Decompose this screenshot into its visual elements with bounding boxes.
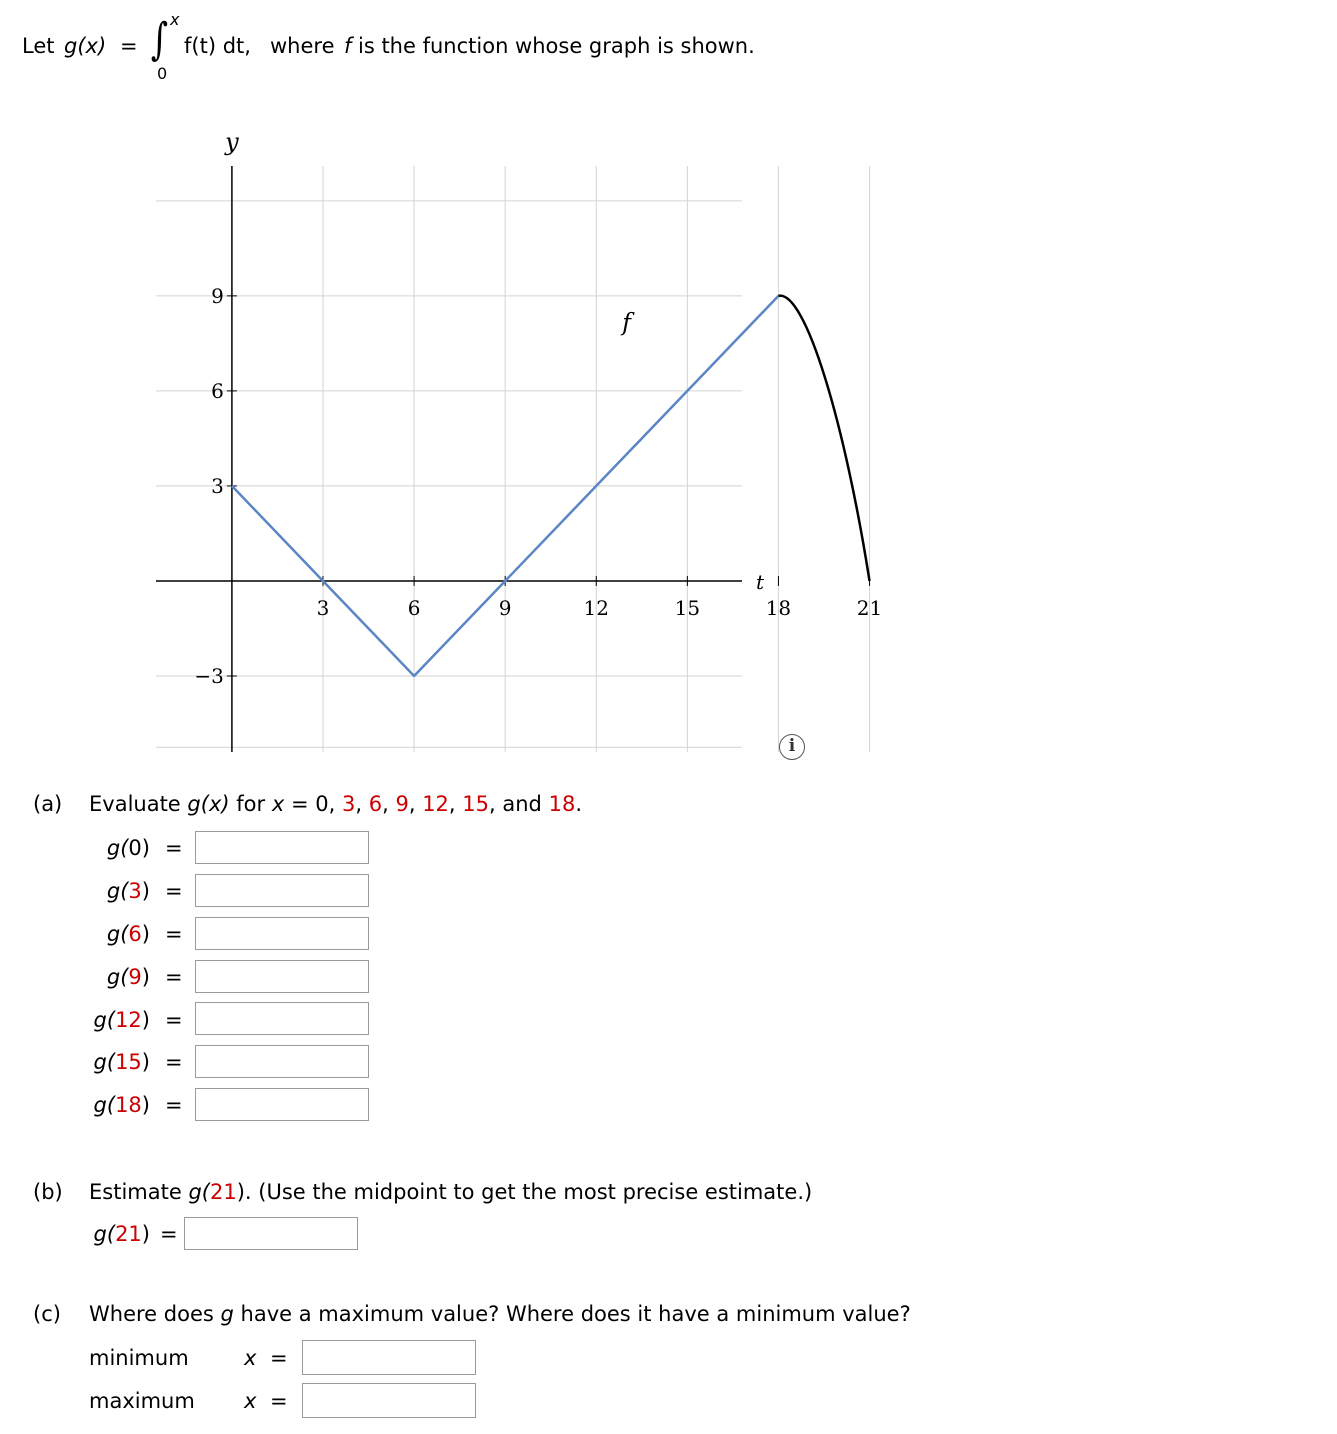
g18-input[interactable]	[195, 1088, 369, 1121]
prompt-value-15: 15	[462, 792, 490, 816]
intro-g-of-x: g(x)	[64, 34, 107, 58]
prompt-post: ).	[236, 1180, 252, 1204]
prompt-g: g	[220, 1302, 234, 1326]
part-c-prompt	[89, 1302, 911, 1326]
x-tick-label: 6	[407, 595, 421, 620]
prompt-arg: 21	[209, 1180, 237, 1204]
prompt-gx: g(x)	[187, 792, 230, 816]
prompt-where-does: Where does	[89, 1302, 214, 1326]
t-axis-label: t	[756, 569, 765, 594]
x-tick-label: 9	[498, 595, 512, 620]
prompt-evaluate: Evaluate	[89, 792, 181, 816]
info-icon[interactable]: i	[779, 734, 805, 760]
g9-eq: =	[165, 965, 183, 989]
lower-limit: 0	[157, 64, 168, 83]
prompt-max-min: have a maximum value? Where does it have a minimum value?	[240, 1302, 911, 1326]
x-tick-label: 21	[856, 595, 883, 620]
intro-rest: is the function whose graph is shown.	[358, 34, 755, 58]
minimum-eq: =	[270, 1346, 288, 1370]
prompt-estimate: Estimate	[89, 1180, 182, 1204]
g21-eq: =	[160, 1222, 178, 1246]
upper-limit: x	[170, 10, 180, 29]
prompt-hint: (Use the midpoint to get the most precise estimate.)	[258, 1180, 813, 1204]
part-a-prompt: Evaluate g(x) for x = 0, 3, 6, 9, 12, 15, and 18.	[89, 792, 582, 816]
g0-label: g(0)	[106, 836, 150, 860]
prompt-value-18: 18	[548, 792, 576, 816]
g3-eq: =	[165, 879, 183, 903]
maximum-input[interactable]	[302, 1383, 476, 1418]
intro-equals: =	[120, 34, 138, 58]
intro-let: Let	[22, 34, 55, 58]
g18-label: g(18)	[93, 1093, 150, 1117]
prompt-value-3: 3	[341, 792, 356, 816]
g12-label: g(12)	[93, 1008, 150, 1032]
minimum-x-label: x	[244, 1346, 257, 1370]
maximum-label: maximum	[89, 1389, 195, 1413]
g9-input[interactable]	[195, 960, 369, 993]
part-c-label: (c)	[33, 1302, 61, 1326]
intro-f: f	[344, 34, 352, 58]
prompt-value-0: 0	[315, 792, 329, 816]
prompt-value-9: 9	[395, 792, 409, 816]
y-axis-label: y	[225, 128, 239, 156]
prompt-for: for	[236, 792, 266, 816]
integral-sign-icon: ∫	[150, 14, 169, 65]
g0-eq: =	[165, 836, 183, 860]
g3-label: g(3)	[106, 879, 150, 903]
g21-label: g(21)	[93, 1222, 150, 1246]
intro-integrand: f(t) dt,	[184, 34, 251, 58]
x-tick-label: 15	[674, 595, 701, 620]
prompt-value-12: 12	[422, 792, 449, 816]
y-tick-label: 3	[211, 473, 224, 498]
g15-label: g(15)	[93, 1050, 150, 1074]
g18-eq: =	[165, 1093, 183, 1117]
minimum-input[interactable]	[302, 1340, 476, 1375]
prompt-eq: =	[290, 792, 309, 816]
g15-eq: =	[165, 1050, 183, 1074]
part-b-label: (b)	[33, 1180, 63, 1204]
y-tick-label: 6	[211, 378, 224, 403]
g9-label: g(9)	[106, 965, 150, 989]
g0-input[interactable]	[195, 831, 369, 864]
y-tick-label: −3	[194, 663, 224, 688]
g15-input[interactable]	[195, 1045, 369, 1078]
part-a-label: (a)	[33, 792, 63, 816]
g6-input[interactable]	[195, 917, 369, 950]
maximum-eq: =	[270, 1389, 288, 1413]
x-tick-label: 18	[765, 595, 792, 620]
y-tick-label: 9	[211, 283, 224, 308]
g6-label: g(6)	[106, 922, 150, 946]
maximum-x-label: x	[244, 1389, 257, 1413]
prompt-x: x	[271, 792, 285, 816]
g3-input[interactable]	[195, 874, 369, 907]
prompt-value-6: 6	[368, 792, 383, 816]
prompt-g: g(	[188, 1180, 210, 1204]
x-tick-label: 12	[583, 595, 609, 620]
g6-eq: =	[165, 922, 183, 946]
f-curve-segment	[778, 296, 869, 581]
intro-where: where	[270, 34, 335, 58]
g12-input[interactable]	[195, 1002, 369, 1035]
minimum-label: minimum	[89, 1346, 189, 1370]
prompt-and: and	[502, 792, 542, 816]
g21-input[interactable]	[184, 1217, 358, 1250]
x-tick-label: 3	[316, 595, 330, 620]
curve-label-f: f	[622, 308, 632, 337]
g12-eq: =	[165, 1008, 183, 1032]
part-b-prompt	[89, 1180, 812, 1204]
